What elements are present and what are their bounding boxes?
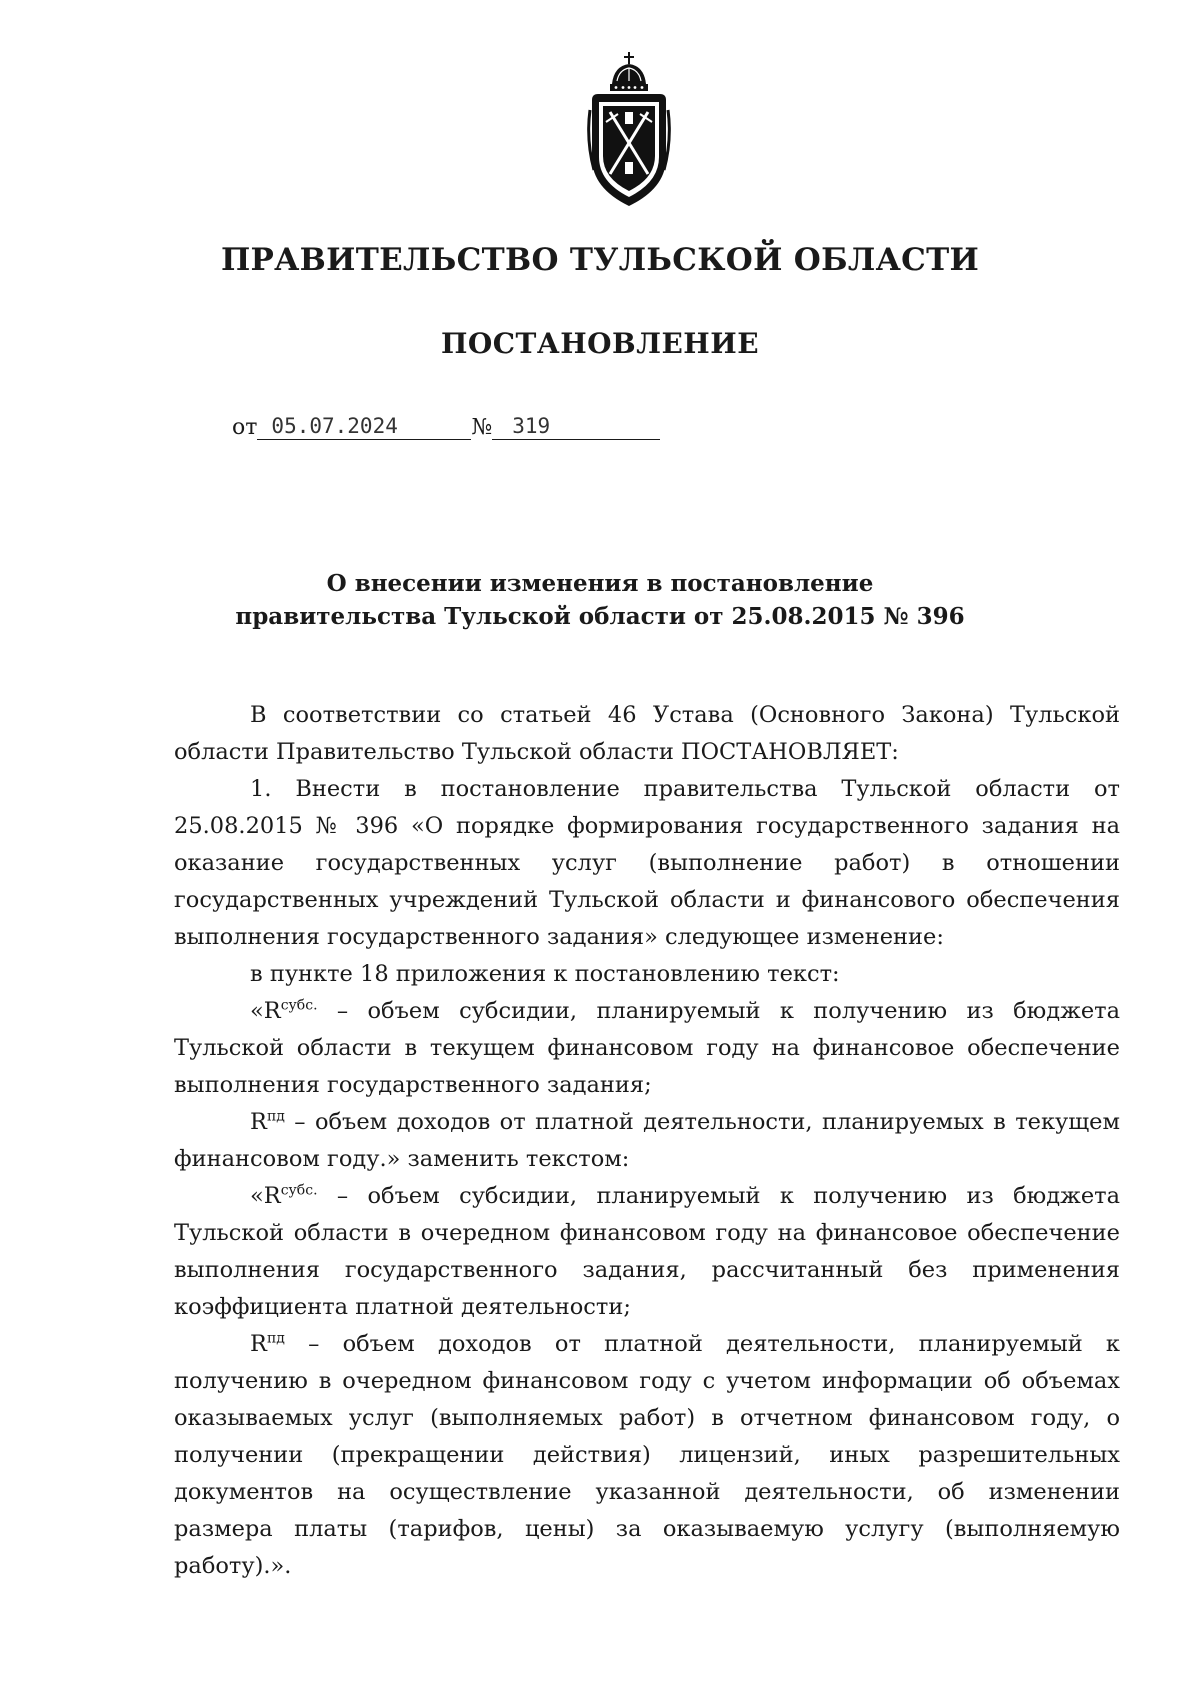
formula-symbol: «R <box>250 998 281 1024</box>
document-body <box>174 697 1120 1585</box>
formula-subscript: субс. <box>280 997 318 1014</box>
paragraph-text: – объем субсидии, планируемый к получению из бюджета Тульской области в очередном финансовом году на финансовое обеспечение выполнения государственного задания, рассчитанный без применения коэффициента платной деятельности; <box>174 1183 1120 1320</box>
document-subject <box>0 567 1200 633</box>
formula-symbol: «R <box>250 1183 281 1209</box>
coat-of-arms-emblem <box>584 50 674 210</box>
subject-line-1: О внесении изменения в постановление <box>326 570 874 597</box>
paragraph-item-1: 1. Внести в постановление правительства Тульской области от 25.08.2015 № 396 «О порядке формирования государственного задания на оказание государственных услуг (выполнение работ) в отношении государственных учреждений Тульской области и финансового обеспечения выполнения государственного задания» следующее изменение: <box>174 776 1120 950</box>
number-label: № <box>471 415 493 440</box>
date-label: от <box>232 415 258 440</box>
date-number-line <box>232 413 660 440</box>
document-date: 05.07.2024 <box>257 413 471 440</box>
formula-subscript: субс. <box>280 1182 318 1199</box>
document-type-title: ПОСТАНОВЛЕНИЕ <box>440 327 760 360</box>
formula-symbol: R <box>250 1331 267 1357</box>
paragraph-new-text-subsidy <box>174 1178 1120 1326</box>
formula-subscript: пд <box>266 1330 285 1347</box>
paragraph-text: – объем субсидии, планируемый к получению из бюджета Тульской области в текущем финансовом году на финансовое обеспечение выполнения государственного задания; <box>174 998 1120 1098</box>
paragraph-text: – объем доходов от платной деятельности, планируемых в текущем финансовом году.» заменить текстом: <box>174 1109 1120 1172</box>
formula-subscript: пд <box>266 1108 285 1125</box>
subject-line-2: правительства Тульской области от 25.08.2015 № 396 <box>235 603 965 630</box>
formula-symbol: R <box>250 1109 267 1135</box>
paragraph-old-text-subsidy <box>174 993 1120 1104</box>
paragraph-preamble: В соответствии со статьей 46 Устава (Основного Закона) Тульской области Правительство Тульской области ПОСТАНОВЛЯЕТ: <box>174 702 1120 765</box>
paragraph-point-18: в пункте 18 приложения к постановлению текст: <box>250 961 840 987</box>
paragraph-text: – объем доходов от платной деятельности, планируемый к получению в очередном финансовом году с учетом информации об объемах оказываемых услуг (выполняемых работ) в отчетном финансовом году, о получении (прекращении действия) лицензий, иных разрешительных документов на осуществление указанной деятельности, об изменении размера платы (тарифов, цены) за оказываемую услугу (выполняемую работу).». <box>174 1331 1120 1579</box>
paragraph-new-text-income <box>174 1326 1120 1585</box>
government-name: ПРАВИТЕЛЬСТВО ТУЛЬСКОЙ ОБЛАСТИ <box>220 242 980 278</box>
document-number: 319 <box>492 413 660 440</box>
paragraph-old-text-income <box>174 1104 1120 1178</box>
